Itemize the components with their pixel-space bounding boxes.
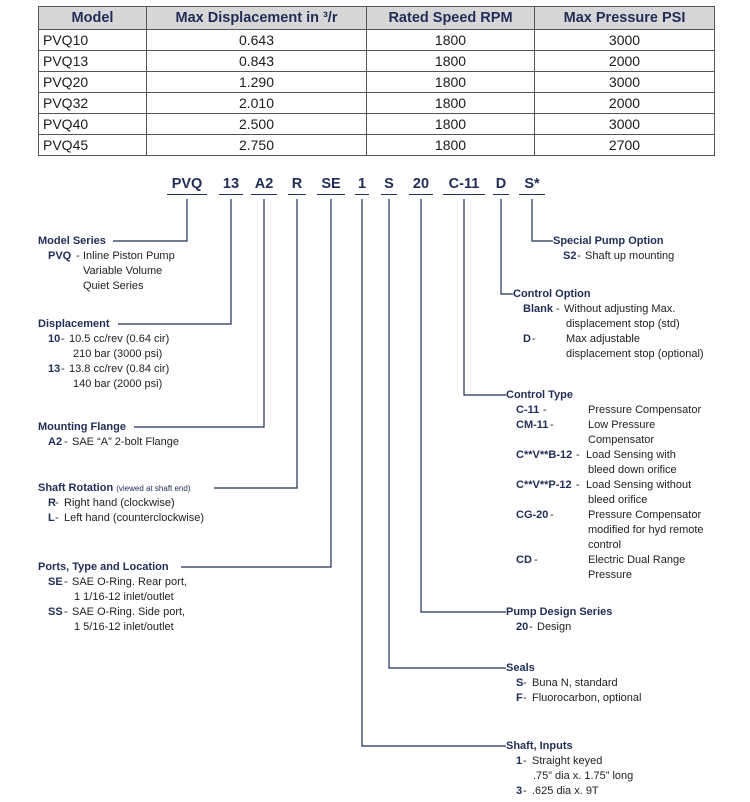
cell-displacement: 2.750 — [147, 135, 367, 156]
leader-seals — [389, 199, 506, 668]
option-desc: Load Sensing without — [586, 479, 692, 491]
cell-displacement: 1.290 — [147, 72, 367, 93]
option-key: R — [48, 497, 56, 509]
cell-displacement: 2.010 — [147, 93, 367, 114]
option-desc: Shaft up mounting — [585, 250, 675, 262]
option-separator: - — [577, 250, 581, 262]
section-shaft-rotation — [38, 481, 205, 526]
option-separator: - — [64, 606, 68, 618]
header-rated-speed: Rated Speed RPM — [367, 7, 535, 30]
code-segment-shaft-rotation: R — [291, 176, 303, 192]
code-segment-control-type: C-11 — [445, 176, 483, 192]
leader-shaft-rotation — [214, 199, 297, 488]
option-desc: Without adjusting Max. — [564, 303, 676, 315]
leader-mounting-flange — [134, 199, 264, 427]
option-key: S — [516, 677, 524, 689]
option-key: 3 — [516, 785, 523, 797]
section-special-option — [553, 234, 675, 264]
option-desc: Buna N, standard — [532, 677, 618, 689]
option-key: PVQ — [48, 250, 72, 262]
section-title: Seals — [506, 662, 535, 674]
option-desc: Design — [537, 621, 572, 633]
cell-model: PVQ40 — [39, 114, 147, 135]
option-separator: - — [523, 692, 527, 704]
option-key: Blank — [523, 303, 553, 315]
leader-special-option — [532, 199, 553, 241]
code-segment-model-series: PVQ — [169, 176, 205, 192]
option-separator: - — [556, 303, 560, 315]
section-title: Shaft Rotation — [38, 482, 114, 494]
option-key: D — [523, 333, 531, 345]
option-key: L — [48, 512, 55, 524]
option-separator: - — [550, 419, 554, 431]
option-separator: - — [523, 755, 527, 767]
option-key: C-11 — [516, 404, 540, 416]
cell-pressure: 2000 — [535, 93, 715, 114]
leader-model-series — [113, 199, 187, 241]
option-desc: SAE O-Ring. Rear port, — [72, 576, 187, 588]
option-key: 13 — [48, 363, 61, 375]
cell-model: PVQ32 — [39, 93, 147, 114]
code-segment-displacement: 13 — [222, 176, 240, 192]
option-key: CD — [516, 554, 532, 566]
option-desc: 1 5/16-12 inlet/outlet — [74, 621, 174, 633]
option-desc: Fluorocarbon, optional — [532, 692, 642, 704]
option-desc: Low Pressure — [588, 419, 656, 431]
option-separator: - — [529, 621, 533, 633]
option-desc: Max adjustable — [566, 333, 640, 345]
section-title: Ports, Type and Location — [38, 561, 169, 573]
section-shaft-inputs — [506, 739, 634, 799]
section-title: Special Pump Option — [553, 235, 664, 247]
cell-speed: 1800 — [367, 30, 535, 51]
option-desc: Electric Dual Range — [588, 554, 686, 566]
option-separator: - — [61, 333, 65, 345]
option-desc: SAE “A” 2-bolt Flange — [72, 436, 179, 448]
section-title: Mounting Flange — [38, 421, 126, 433]
code-segment-seals: S — [384, 176, 394, 192]
cell-model: PVQ45 — [39, 135, 147, 156]
section-pump-design — [506, 605, 612, 635]
leader-shaft-inputs — [362, 199, 506, 746]
section-title: Model Series — [38, 235, 106, 247]
option-key: A2 — [48, 436, 63, 448]
cell-speed: 1800 — [367, 51, 535, 72]
option-separator: - — [55, 497, 59, 509]
cell-speed: 1800 — [367, 93, 535, 114]
cell-speed: 1800 — [367, 135, 535, 156]
cell-displacement: 0.843 — [147, 51, 367, 72]
option-key: SE — [48, 576, 63, 588]
cell-pressure: 3000 — [535, 72, 715, 93]
option-desc: Variable Volume — [83, 265, 163, 277]
option-desc: Pressure Compensator — [588, 509, 702, 521]
option-separator: - — [550, 509, 554, 521]
option-desc: Inline Piston Pump — [83, 250, 175, 262]
option-desc: Quiet Series — [83, 280, 144, 292]
option-separator: - — [523, 677, 527, 689]
option-key: 1 — [516, 755, 523, 767]
section-title: Pump Design Series — [506, 606, 613, 618]
option-separator: - — [64, 576, 68, 588]
option-desc: 210 bar (3000 psi) — [73, 348, 163, 360]
code-segment-mounting-flange: A2 — [254, 176, 274, 192]
option-desc: Compensator — [588, 434, 655, 446]
section-title: Shaft, Inputs — [506, 740, 573, 752]
cell-displacement: 0.643 — [147, 30, 367, 51]
code-segment-special-option: S* — [521, 176, 543, 192]
code-segment-pump-design: 20 — [412, 176, 430, 192]
header-max-displacement: Max Displacement in ³/r — [147, 7, 367, 30]
option-desc: displacement stop (optional) — [566, 348, 704, 360]
cell-pressure: 2700 — [535, 135, 715, 156]
cell-model: PVQ13 — [39, 51, 147, 72]
option-desc: displacement stop (std) — [566, 318, 680, 330]
option-separator: - — [576, 449, 580, 461]
cell-model: PVQ10 — [39, 30, 147, 51]
cell-speed: 1800 — [367, 72, 535, 93]
option-key: C**V**B-12 — [516, 449, 573, 461]
option-key: 10 — [48, 333, 61, 345]
option-desc: 1 1/16-12 inlet/outlet — [74, 591, 174, 603]
option-separator: - — [64, 436, 68, 448]
section-model-series — [38, 234, 175, 294]
header-max-pressure: Max Pressure PSI — [535, 7, 715, 30]
option-key: SS — [48, 606, 63, 618]
section-control-option — [513, 287, 704, 362]
option-desc: .75” dia x. 1.75” long — [533, 770, 634, 782]
option-separator: - — [55, 512, 59, 524]
option-desc: Load Sensing with — [586, 449, 676, 461]
option-desc: Right hand (clockwise) — [64, 497, 175, 509]
option-separator: - — [76, 250, 80, 262]
option-key: CM-11 — [516, 419, 549, 431]
option-separator: - — [532, 333, 536, 345]
option-separator: - — [534, 554, 538, 566]
option-key: C**V**P-12 — [516, 479, 572, 491]
option-key: CG-20 — [516, 509, 549, 521]
option-desc: modified for hyd remote — [588, 524, 704, 536]
section-seals — [506, 661, 642, 706]
section-title: Displacement — [38, 318, 110, 330]
option-desc: SAE O-Ring. Side port, — [72, 606, 186, 618]
option-desc: Pressure Compensator — [588, 404, 702, 416]
leader-control-type — [464, 199, 506, 395]
option-separator: - — [523, 785, 527, 797]
cell-speed: 1800 — [367, 114, 535, 135]
option-key: S2 — [563, 250, 577, 262]
option-separator: - — [543, 404, 547, 416]
option-separator: - — [61, 363, 65, 375]
section-control-type — [506, 388, 704, 583]
header-model: Model — [39, 7, 147, 30]
option-desc: 10.5 cc/rev (0.64 cir) — [69, 333, 170, 345]
code-segment-control-option: D — [495, 176, 507, 192]
cell-pressure: 2000 — [535, 51, 715, 72]
code-segment-shaft-inputs: 1 — [357, 176, 367, 192]
section-ports — [38, 560, 187, 635]
option-key: 20 — [516, 621, 529, 633]
section-note: (viewed at shaft end) — [116, 484, 191, 493]
option-desc: 140 bar (2000 psi) — [73, 378, 163, 390]
section-title: Control Type — [506, 389, 574, 401]
option-desc: control — [588, 539, 622, 551]
option-desc: 13.8 cc/rev (0.84 cir) — [69, 363, 170, 375]
option-desc: Pressure — [588, 569, 633, 581]
cell-pressure: 3000 — [535, 30, 715, 51]
option-desc: Straight keyed — [532, 755, 603, 767]
cell-pressure: 3000 — [535, 114, 715, 135]
code-segment-ports: SE — [319, 176, 343, 192]
option-desc: .625 dia x. 9T — [532, 785, 599, 797]
option-separator: - — [576, 479, 580, 491]
section-mounting-flange — [38, 420, 179, 450]
option-desc: Left hand (counterclockwise) — [64, 512, 205, 524]
option-desc: bleed down orifice — [588, 464, 677, 476]
cell-displacement: 2.500 — [147, 114, 367, 135]
cell-model: PVQ20 — [39, 72, 147, 93]
option-desc: bleed orifice — [588, 494, 648, 506]
section-displacement — [38, 317, 170, 392]
leader-control-option — [501, 199, 513, 294]
section-title: Control Option — [513, 288, 591, 300]
option-key: F — [516, 692, 523, 704]
